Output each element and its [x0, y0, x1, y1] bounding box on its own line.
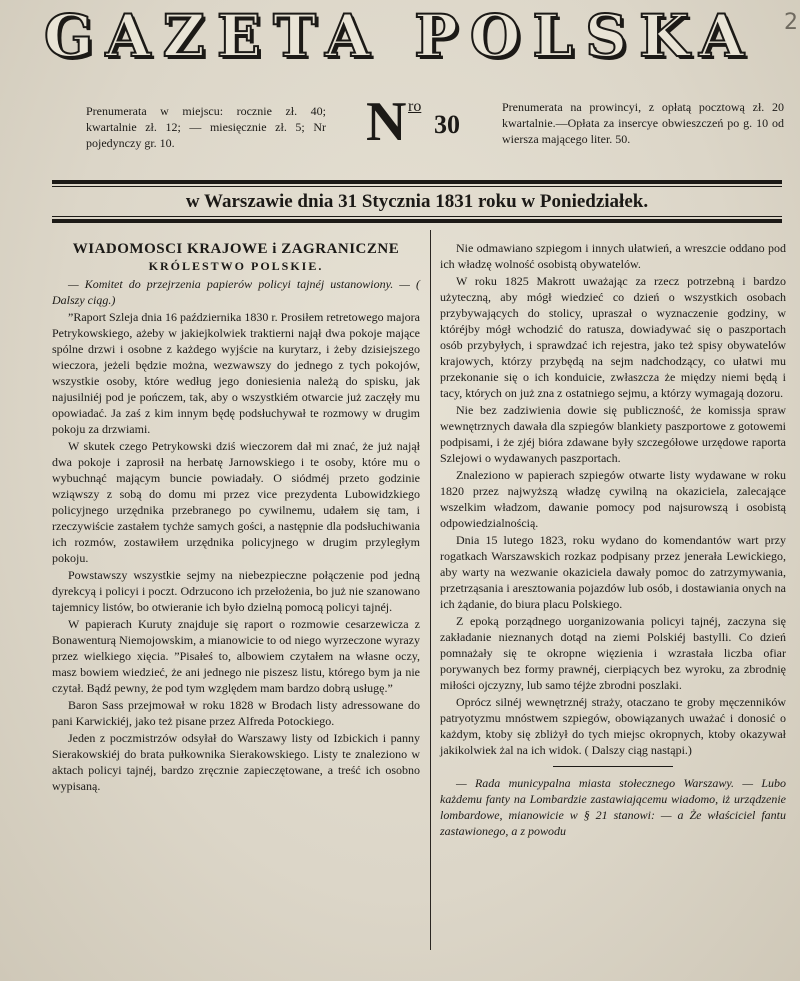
bottom-rule-thin — [52, 216, 782, 217]
article-paragraph: Jeden z poczmistrzów odsyłał do Warszawy listy od Izbickich i panny Sierakowskiéj do brata pułkownika Sierakowskiego. Listy te znaleziono w aktach policyi tajnéj, bardzo zręcznie zapieczętowane, a treść ich osobno wypisaną. — [52, 731, 420, 793]
article-intro: — Komitet do przejrzenia papierów policyi tajnéj ustanowiony. — ( Dalszy ciąg.) — [52, 277, 420, 307]
article-paragraph: Dnia 15 lutego 1823, roku wydano do komendantów wart przy rogatkach Warszawskich rozkaz podpisany przez jenerała Lewickiego, aby warty na wezwanie okaziciela dawały pomoc do zatrzymywania, przetrząsania i aresztowania pojazdów lub osób, i dostawiania onych na ich żądanie, do biura placu Polskiego. — [440, 533, 786, 611]
dateline: w Warszawie dnia 31 Stycznia 1831 roku w Poniedziałek. — [185, 191, 649, 212]
bottom-rule-thick — [52, 219, 782, 223]
section-heading: WIADOMOSCI KRAJOWE i ZAGRANICZNE — [72, 241, 400, 257]
article-paragraph: Nie odmawiano szpiegom i innych ułatwień, a wreszcie oddano pod ich władzę wolność osobistą obywatelów. — [440, 241, 786, 271]
subscription-local: Prenumerata w miejscu: rocznie zł. 40; kwartalnie zł. 12; — miesięcznie zł. 5; Nr pojedynczy gr. 10. — [86, 104, 326, 150]
article-paragraph: W roku 1825 Makrott uważając za rzecz potrzebną i bardzo użyteczną, aby mógł wiedzieć co dzień o wszystkich osobach przybywających do stolicy, upraszał o wyznaczenie godziny, w któréjby mógł wchodzić do ratusza, dowiadywać się o paszportach osób przybyłych, i sprawdzać ich rejestra, jako też spisy obywatelów krajowych, którzy przybędą na sejm nadchodzący, co ułatwi mu przekonanie się o ich konduicie, zwłaszcza że między niemi będą i tacy, których on już zna z ostatniego sejmu, a którzy wymagają dozoru. — [440, 274, 786, 400]
subsection-heading: KRÓLESTWO POLSKIE. — [148, 259, 324, 273]
page-number: 2 — [784, 10, 798, 35]
issue-prefix: N — [366, 91, 407, 153]
article-paragraph: — Rada municypalna miasta stołecznego Warszawy. — Lubo każdemu fanty na Lombardzie zastawiającemu wiadomo, iż urządzenie lombardowe, mianowicie w § 21 stanowi: — a Że właściciel fantu zastawionego, a z powodu — [440, 776, 786, 838]
left-column — [52, 240, 420, 795]
article-paragraph: W skutek czego Petrykowski dziś wieczorem dał mi znać, że już najął dwa pokoje i zaprosił na herbatę Jarnowskiego i te osoby, które mu o wybuchnąć mającym buncie powiadały. O siódméj przeto godzinie wziąwszy z sobą do domu mi przez vice prezydenta Lubowidzkiego policyjnego urzędnika przebranego po cywilnemu, udałem się tam, i rzeczywiście zastałem tychże samych gości, a następnie dla podsłuchiwania ich rozmów, zostawiłem urzędnika policyjnego w drugim przyległym pokoju. — [52, 439, 420, 565]
article-paragraph: Oprócz silnéj wewnętrznéj straży, otaczano te groby męczenników patryotyzmu mnóstwem szpiegów, obowiązanych uważać i donosić o każdym, ktoby się zbliżył do tych miejsc okropnych, ktoby okazywał jakikolwiek żal na ich widok. ( Dalszy ciąg nastąpi.) — [440, 695, 786, 757]
article-paragraph: Znaleziono w papierach szpiegów otwarte listy wydawane w roku 1820 przez najwyższą władzę cywilną na okaziciela, zalecające wszelkim władzom, dawanie pomocy pod najsurowszą i osobistą odpowiedzialnością. — [440, 468, 786, 530]
subscription-provinces: Prenumerata na prowincyi, z opłatą pocztową zł. 20 kwartalnie.—Opłata za insercye obwieszczeń po g. 10 od wiersza mającego liter. 50. — [502, 100, 784, 146]
article-paragraph: Nie bez zadziwienia dowie się publiczność, że komissja spraw wewnętrznych dawała dla szpiegów blankiety paszportowe z gotowemi podpisami, i że zjéj bióra zdawane były szczegółowe urzędowe raporta Szlejowi o wydawanych paszportach. — [440, 403, 786, 465]
article-paragraph: W papierach Kuruty znajduje się raport o rozmowie cesarzewicza z Bonawenturą Niemojowskim, a mianowicie to od niego wyrzeczone wyrazy przez wielkiego xięcia. ”Pisałeś to, albowiem czytałem na własne oczy, masz bowiem wiedzieć, że ani jednego nie piszesz listu, którego bym ja nie czytał. Bądź pewny, że pod tym względem mam bardzo dobrą usługę.” — [52, 617, 420, 695]
issue-number-value: 30 — [434, 110, 460, 139]
masthead — [0, 0, 800, 70]
article-paragraph: Baron Sass przejmował w roku 1828 w Brodach listy adressowane do pani Karwickiéj, jako też pisane przez Alfreda Potockiego. — [52, 698, 420, 728]
masthead-title: GAZETA POLSKA — [43, 2, 757, 70]
top-rule-thin — [52, 186, 782, 187]
article-separator — [553, 766, 673, 767]
article-paragraph: Powstawszy wszystkie sejmy na niebezpieczne połączenie pod jedną dyrekcyą i policyi i poczt. Odrzucono ich przełożenia, bo już nie szanowano tajemnicy listów, bo otwieranie ich było dzielną pomocą policyi tajnéj. — [52, 568, 420, 614]
issue-suffix: ro — [408, 98, 422, 115]
article-paragraph: Z epoką porządnego uorganizowania policyi tajnéj, zaczyna się zakładanie nieznanych dotąd na ziemi Polskiéj bastylli. Co dzień pomnażały się te okropne więzienia i wzrastała liczba ofiar porywanych bez formy prawnéj, cierpiących bez wyroku, za zbrodnię miłości ojczyzny, lub samo téjże zbrodni poszlaki. — [440, 614, 786, 692]
top-rule-thick — [52, 180, 782, 184]
column-divider — [430, 230, 431, 950]
article-paragraph: ”Raport Szleja dnia 16 października 1830 r. Prosiłem retretowego majora Petrykowskiego, ażeby w jakiejkolwiek traktierni najął dwa pokoje mające spólne drzwi i osobne z każdego wyjście na kurytarz, i żeby dzisiejszego wieczora, jeżeli będzie można, wezwawszy do jednego z tych pokojów, wszystkie osoby, które według jego doniesienia należą do spisku, jak najusilniéj pod je pończem, tak, aby o wszystkiém otwarcie już zaczęły mu opowiadać. Ja zaś z kim innym będę podsłuchywał te rozmowy w drugim pokoju za drzwiami. — [52, 310, 420, 436]
right-column — [440, 240, 786, 840]
issue-number — [366, 91, 486, 156]
